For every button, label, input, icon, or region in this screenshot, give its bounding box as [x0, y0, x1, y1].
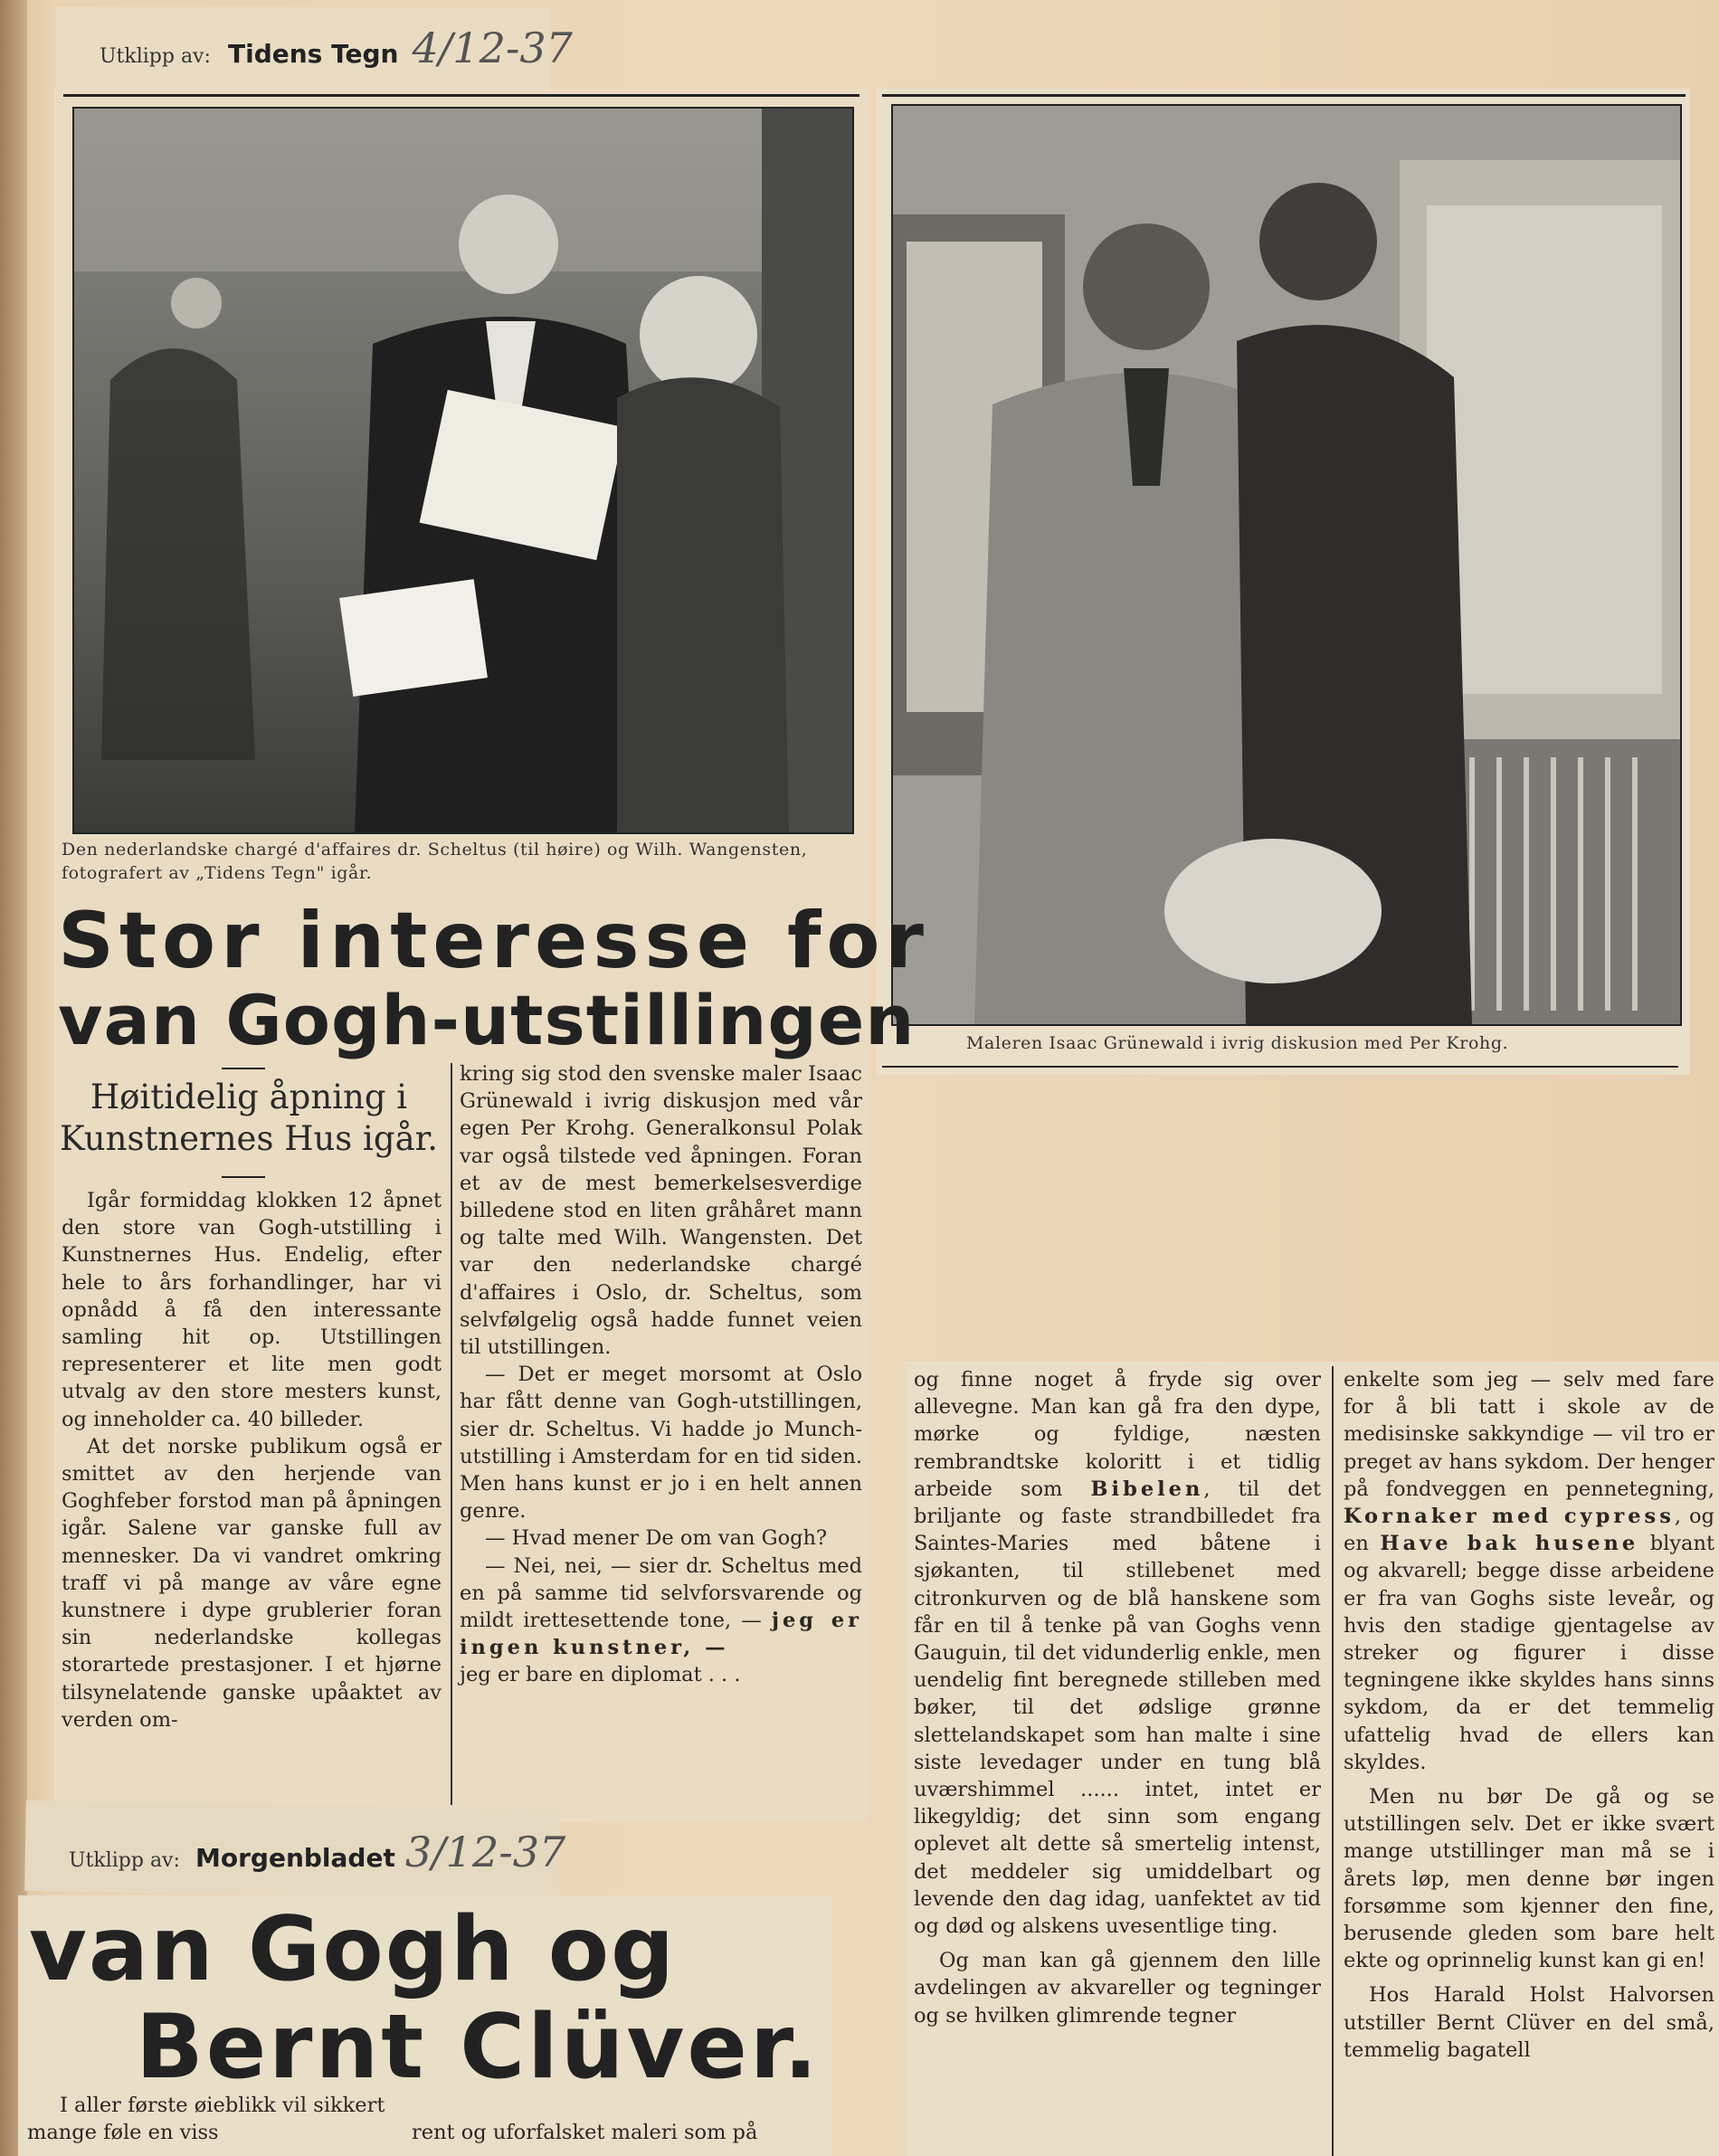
handwritten-date: 4/12-37 [412, 24, 573, 72]
article-column-4 [1344, 1366, 1714, 2064]
paragraph: — Hvad mener De om van Gogh? [485, 1526, 828, 1551]
morgenbladet-fragment-right: rent og uforfalsket maleri som på [412, 2121, 758, 2144]
paragraph-text: og finne noget å fryde sig over allevegne. Man kan gå fra den dype, mørke og fyldige, næsten rembrandtske koloritt i et tidlig arbeide som [914, 1368, 1321, 1501]
headline-line1: Stor interesse for [58, 896, 929, 986]
stamp-tidens-tegn [100, 24, 573, 72]
stamp-label: Utklipp av: [100, 45, 211, 68]
paragraph: kring sig stod den svenske maler Isaac Grünewald i ivrig diskusjon med vår egen Per Krohg. Generalkonsul Polak var også tilstede ved åpningen. Foran et av de mest bemerkelsesverdige billedene stod en liten gråhåret mann og talte med Wilh. Wangensten. Det var den nederlandske chargé d'affaires i Oslo, dr. Scheltus, som selvfølgelig også hadde funnet veien til utstillingen. [460, 1062, 862, 1360]
paragraph: — Det er meget morsomt at Oslo har fått denne van Gogh-utstillingen, sier dr. Scheltus. Vi hadde jo Munch-utstilling i Amsterdam for en tid siden. Men hans kunst er jo i en helt annen genre. [460, 1363, 862, 1524]
article-column-3 [914, 1366, 1321, 2029]
book-spine [0, 0, 27, 2156]
handwritten-date: 3/12-37 [404, 1828, 566, 1876]
caption-left-photo: Den nederlandske chargé d'affaires dr. Scheltus (til høire) og Wilh. Wangensten, fotografert av „Tidens Tegn" igår. [62, 840, 808, 883]
caption-right-photo: Maleren Isaac Grünewald i ivrig diskusion med Per Krohg. [966, 1033, 1509, 1053]
paragraph-text: blyant og akvarell; begge disse arbeidene er fra van Goghs siste leveår, og hvis den stadige gjentagelse av streker og figurer i disse tegningene ikke skyldes hans sinns sykdom, da er det temmelig ufattelig hvad de ellers kan skyldes. [1344, 1532, 1714, 1774]
quote-text: — Nei, nei, — sier dr. Scheltus med en på samme tid selvforsvarende og mildt irettesettende tone, — [460, 1553, 862, 1633]
column-separator [451, 1063, 452, 1805]
subhead [54, 1077, 443, 1160]
paragraph [460, 1553, 862, 1662]
fragment-line: mange føle en viss [27, 2121, 219, 2145]
paragraph: Men nu bør De gå og se utstillingen selv. Det er ikke svært mange utstillinger man må se i årets løp, men denne bør ingen forsømme som kjenner den fine, berusende gleden som bare helt ekte og oprinnelig kunst kan gi en! [1344, 1785, 1714, 1973]
morgenbladet-fragment-left [27, 2092, 407, 2146]
artwork-title: Kornaker med cypress [1344, 1505, 1675, 1529]
stamp-label: Utklipp av: [69, 1849, 180, 1872]
artwork-title: Have bak husene [1380, 1532, 1639, 1556]
paragraph-text: , til det briljante og faste strandbilledet fra Saintes-Maries med båtene i sjøkanten, til stillebenet med citronkurven og de blå hanskene som får en til å tenke på van Goghs venn Gauguin, til det vidunderlig enkle, men uendelig fint beregnede stilleben med bøker, til det ødslige grønne slettelandskapet som han malte i sine siste levedager under en tung blå uværshimmel ...... intet, intet er likegyldig; det sinn som engang oplevet alt dette så smertelig intenst, det meddeler sig umiddelbart og levende den dag idag, uanfektet av tid og død og alskens uvesentlige ting. [914, 1477, 1321, 1939]
subhead-dash-bottom [222, 1176, 265, 1178]
photo-image [74, 109, 852, 832]
quote-emphasis: jeg er ingen kunstner, — [460, 1609, 863, 1660]
newspaper-name: Tidens Tegn [228, 39, 399, 69]
paragraph [914, 1366, 1321, 1940]
newspaper-name: Morgenbladet [195, 1843, 395, 1873]
stamp-morgenbladet [69, 1828, 565, 1876]
article-column-2 [460, 1060, 862, 1689]
paragraph: Og man kan gå gjennem den lille avdelingen av akvareller og tegninger og se hvilken glimrende tegner [914, 1949, 1321, 2028]
photo-image [893, 106, 1680, 1024]
paragraph-text: , og en [1344, 1505, 1714, 1556]
photo-scheltus-wangensten [72, 107, 854, 834]
caption-rule-right [882, 1066, 1678, 1068]
paragraph: Hos Harald Holst Halvorsen utstiller Bernt Clüver en del små, temmelig bagatell [1344, 1983, 1714, 2062]
subhead-line1: Høitidelig åpning i [90, 1078, 408, 1116]
article-column-1 [62, 1187, 442, 1733]
subhead-line2: Kunstnernes Hus igår. [59, 1119, 439, 1158]
paragraph: Igår formiddag klokken 12 åpnet den store van Gogh-utstilling i Kunstnernes Hus. Endelig, efter hele to års forhandlinger, har vi opnådd å få den interessante samling hit op. Utstillingen representerer et lite men godt utvalg av den store mesters kunst, og inneholder ca. 40 billeder. [62, 1189, 442, 1431]
paragraph: At det norske publikum også er smittet av den herjende van Goghfeber forstod man på åpningen igår. Salene var ganske full av mennesker. Da vi vandret omkring traff vi på mange av våre egne kunstnere i dype grublerier foran sin nederlandske kollegas storartede prestasjoner. I et hjørne tilsynelatende ganske upåaktet av verden om- [62, 1434, 442, 1732]
paragraph [1344, 1366, 1714, 1776]
column-separator [1332, 1366, 1334, 2156]
headline-line2: van Gogh-utstillingen [58, 980, 916, 1060]
top-rule-left [63, 94, 860, 97]
artwork-title: Bibelen [1090, 1477, 1204, 1501]
fragment-line: I aller første øieblikk vil sikkert [60, 2094, 385, 2117]
headline-morgenbladet-line2: Bernt Clüver. [136, 1996, 821, 2099]
headline-morgenbladet-line1: van Gogh og [29, 1898, 677, 2001]
top-rule-right [882, 94, 1686, 97]
photo-grunewald-krohg [891, 104, 1682, 1026]
paragraph: jeg er bare en diplomat . . . [460, 1663, 741, 1687]
paragraph-text: enkelte som jeg — selv med fare for å bli tatt i skole av de medisinske sakkyndige — vil tro er preget av hans sykdom. Der henger på fondveggen en pennetegning, [1344, 1368, 1714, 1501]
subhead-dash-top [222, 1068, 265, 1069]
